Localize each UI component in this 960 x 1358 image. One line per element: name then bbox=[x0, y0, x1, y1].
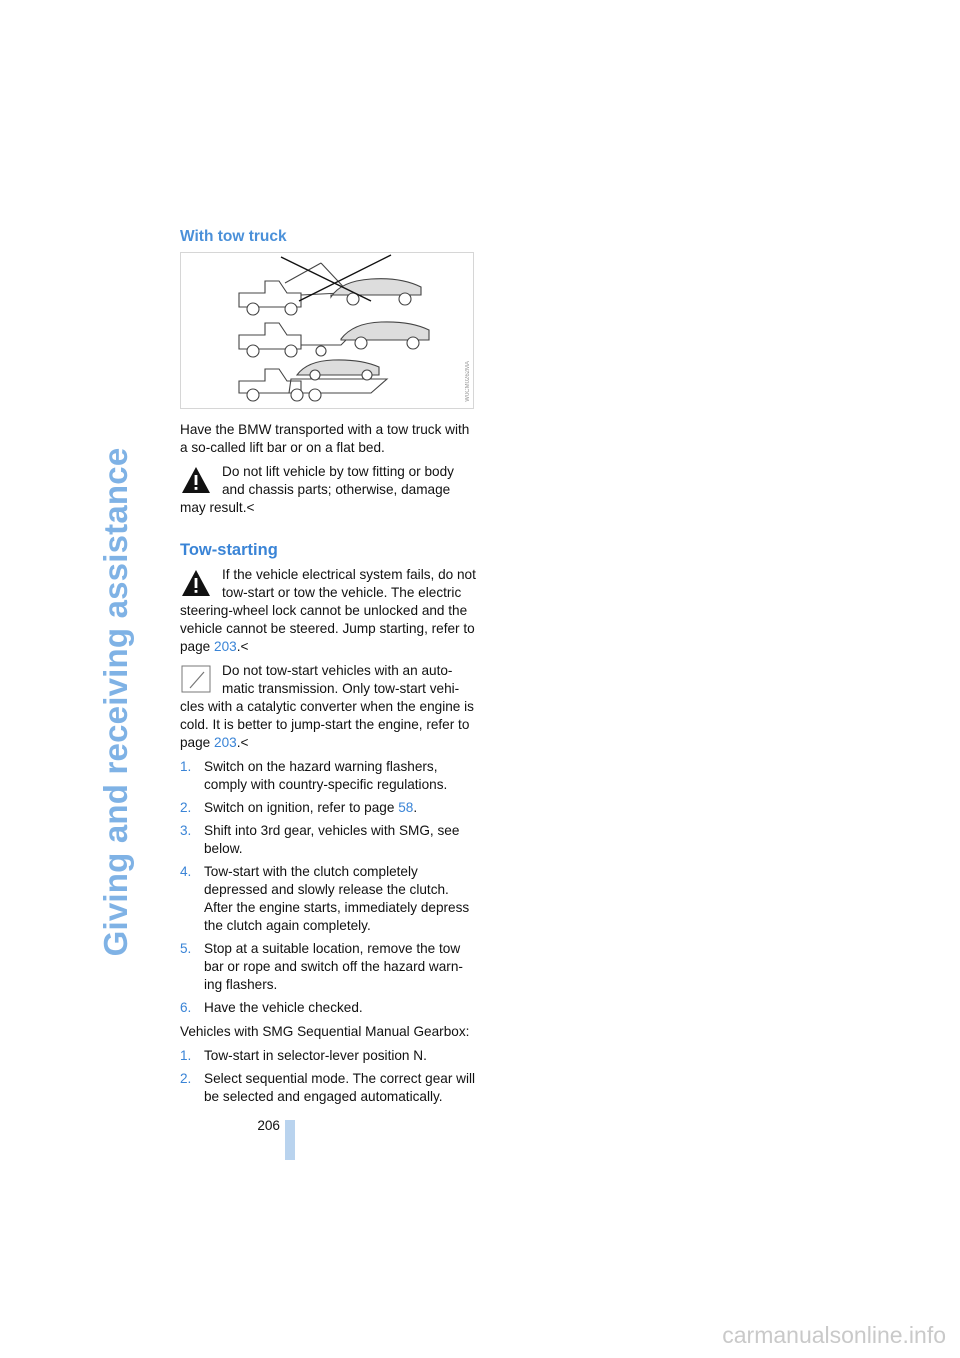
watermark: carmanualsonline.info bbox=[722, 1322, 946, 1348]
page-number: 206 bbox=[257, 1118, 280, 1133]
page-number-bar bbox=[285, 1120, 295, 1160]
tow-truck-illustration bbox=[180, 252, 474, 409]
list-item: 2. Switch on ignition, refer to page 58. bbox=[180, 800, 418, 815]
list-item: 1. Tow-start in selector-lever position N. bbox=[180, 1048, 427, 1063]
tow-truck-warning-text: Do not lift vehicle by tow fitting or body and chassis parts; otherwise, damage may result. bbox=[180, 464, 454, 515]
tow-starting-warning-text: If the vehicle electrical system fails, do not tow-start or tow the vehicle. The electric steering-wheel lock cannot be unlocked and the vehicle cannot be steered. Jump starting, refer to page bbox=[180, 567, 476, 654]
note-icon bbox=[180, 664, 216, 698]
smg-intro: Vehicles with SMG Sequential Manual Gearbox: bbox=[180, 1024, 470, 1039]
tow-truck-drawing bbox=[181, 253, 473, 408]
heading-with-tow-truck: With tow truck bbox=[180, 228, 287, 245]
list-item: 5. Stop at a suitable location, remove the tow bar or rope and switch off the hazard warn-ing flashers. bbox=[180, 941, 463, 992]
end-mark: .< bbox=[236, 735, 249, 750]
list-item: 6. Have the vehicle checked. bbox=[180, 1000, 363, 1015]
chapter-title-text: Giving and receiving assistance bbox=[97, 447, 134, 957]
smg-steps bbox=[180, 1047, 476, 1106]
list-item: 3. Shift into 3rd gear, vehicles with SMG, see below. bbox=[180, 823, 460, 856]
figure-code: W0CM0262MA bbox=[465, 361, 471, 402]
warning-triangle-icon bbox=[180, 465, 216, 499]
tow-truck-paragraph: Have the BMW transported with a tow truck with a so-called lift bar or on a flat bed. bbox=[180, 422, 470, 455]
list-item: 4. Tow-start with the clutch completely depressed and slowly release the clutch. After the engine starts, immediately depress the clutch again completely. bbox=[180, 864, 470, 933]
end-mark: .< bbox=[236, 639, 249, 654]
heading-tow-starting: Tow-starting bbox=[180, 541, 278, 559]
transmission-note-text: Do not tow-start vehicles with an auto-matic transmission. Only tow-start vehi-cles with a catalytic converter when the engine is cold. It is better to jump-start the engine, refer to page bbox=[180, 663, 474, 750]
page-ref-link[interactable]: 58 bbox=[398, 800, 414, 815]
tow-starting-warning bbox=[180, 566, 476, 656]
list-item: 1. Switch on the hazard warning flashers, comply with country-specific regulations. bbox=[180, 759, 448, 792]
page-ref-link[interactable]: 203 bbox=[214, 639, 237, 654]
page-ref-link[interactable]: 203 bbox=[214, 735, 237, 750]
list-item: 2. Select sequential mode. The correct gear will be selected and engaged automatically. bbox=[180, 1071, 476, 1104]
tow-start-steps bbox=[180, 758, 476, 1017]
transmission-note bbox=[180, 662, 476, 752]
tow-truck-warning bbox=[180, 463, 476, 517]
end-mark: < bbox=[246, 500, 255, 515]
warning-triangle-icon bbox=[180, 568, 216, 602]
page-content bbox=[180, 228, 476, 1112]
